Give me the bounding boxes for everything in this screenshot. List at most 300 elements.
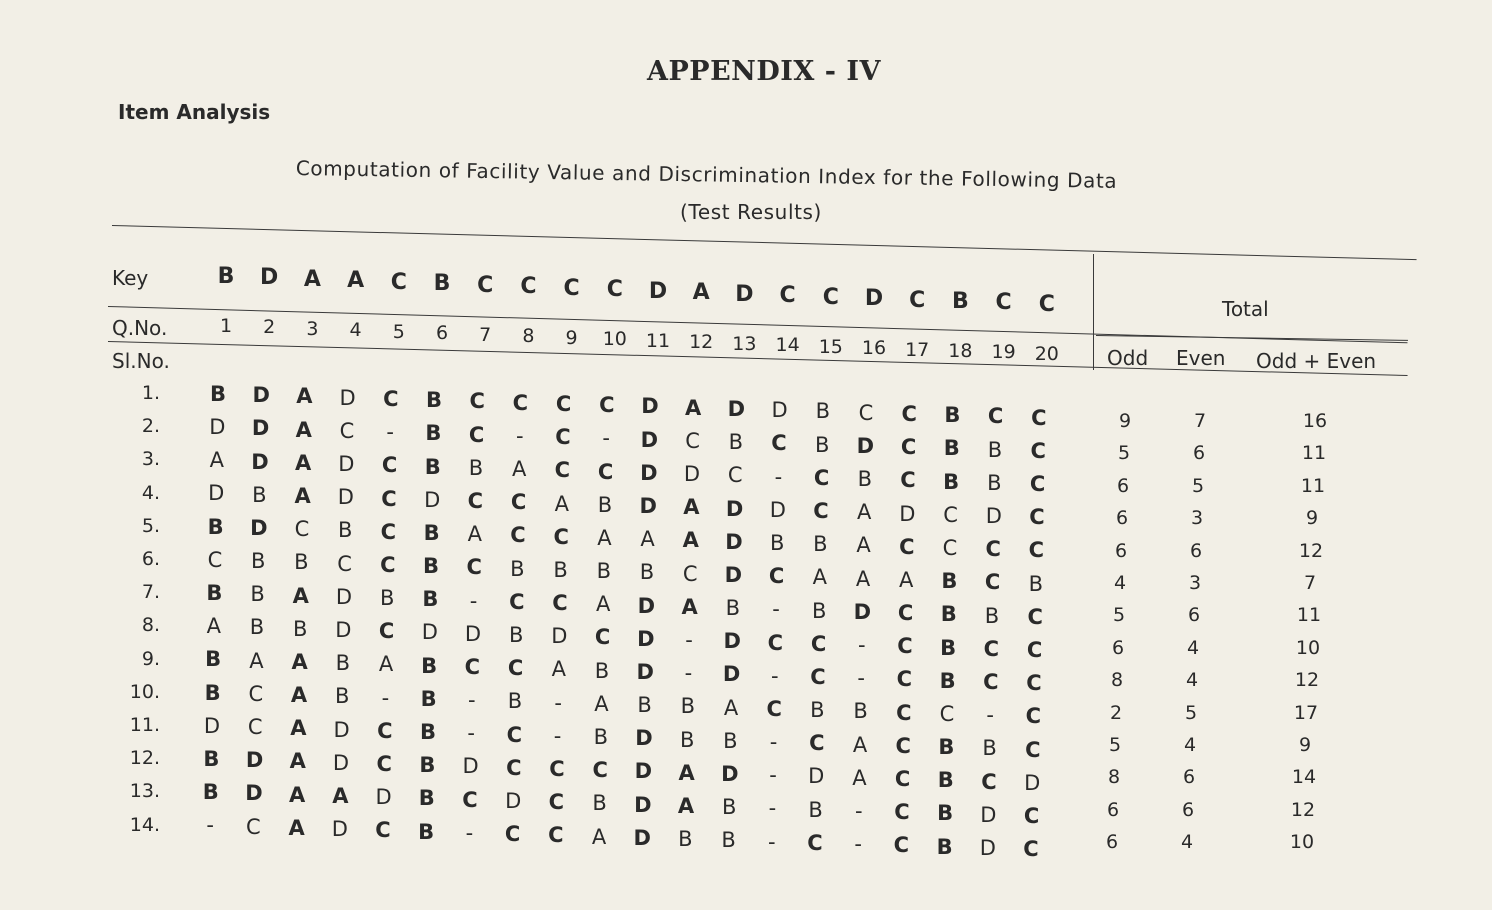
answer-cell: C bbox=[813, 465, 830, 490]
answer-cell: B bbox=[721, 828, 736, 853]
answer-cell: B bbox=[425, 421, 442, 446]
odd-score: 5 bbox=[1117, 442, 1131, 465]
total-score: 12 bbox=[1294, 669, 1320, 692]
answer-cell: C bbox=[548, 790, 565, 815]
answer-cell: B bbox=[292, 616, 308, 641]
even-score: 4 bbox=[1180, 831, 1194, 854]
total-score: 11 bbox=[1301, 442, 1327, 465]
answer-cell: C bbox=[594, 625, 611, 650]
answer-cell: B bbox=[418, 819, 435, 844]
answer-cell: D bbox=[634, 759, 653, 784]
answer-cell: C bbox=[376, 751, 392, 776]
answer-cell: D bbox=[335, 584, 353, 609]
answer-key-cell: C bbox=[995, 290, 1012, 316]
answer-cell: B bbox=[468, 455, 484, 480]
serial-number: 6. bbox=[141, 548, 160, 570]
answer-cell: C bbox=[1023, 837, 1039, 862]
answer-cell: B bbox=[944, 403, 961, 428]
answer-cell: B bbox=[940, 635, 957, 660]
total-score: 14 bbox=[1291, 766, 1317, 789]
answer-cell: B bbox=[418, 786, 435, 811]
answer-cell: B bbox=[811, 598, 827, 623]
answer-cell: D bbox=[203, 713, 221, 738]
even-score: 6 bbox=[1189, 539, 1203, 562]
answer-cell: B bbox=[205, 647, 222, 672]
answer-cell: - bbox=[857, 666, 865, 691]
answer-cell: - bbox=[771, 663, 779, 688]
serial-number: 1. bbox=[141, 382, 160, 404]
answer-cell: D bbox=[640, 427, 659, 452]
answer-cell: A bbox=[295, 450, 312, 475]
answer-cell: C bbox=[901, 401, 917, 426]
answer-cell: B bbox=[203, 746, 220, 771]
answer-cell: C bbox=[510, 490, 527, 515]
answer-key-cell: A bbox=[347, 268, 365, 294]
answer-key-cell: D bbox=[260, 265, 279, 291]
answer-cell: - bbox=[768, 829, 776, 854]
answer-key-cell: C bbox=[520, 274, 537, 300]
answer-cell: - bbox=[858, 633, 866, 657]
total-score: 12 bbox=[1298, 539, 1324, 562]
rule-top bbox=[112, 225, 1417, 260]
answer-cell: C bbox=[682, 561, 698, 586]
serial-number: 13. bbox=[129, 780, 160, 803]
answer-cell: D bbox=[771, 398, 788, 423]
answer-cell: B bbox=[857, 467, 872, 492]
answer-cell: - bbox=[855, 798, 863, 823]
answer-cell: C bbox=[466, 555, 482, 580]
key-label: Key bbox=[112, 266, 149, 290]
answer-cell: D bbox=[335, 617, 352, 642]
answer-cell: C bbox=[207, 547, 223, 572]
answer-cell: D bbox=[853, 599, 872, 624]
answer-cell: C bbox=[549, 756, 565, 781]
question-number: 3 bbox=[306, 317, 319, 340]
answer-cell: C bbox=[462, 787, 478, 812]
answer-cell: - bbox=[516, 423, 524, 448]
answer-cell: C bbox=[987, 404, 1004, 429]
answer-cell: D bbox=[462, 754, 479, 779]
even-score: 4 bbox=[1183, 734, 1197, 756]
answer-cell: C bbox=[592, 758, 608, 783]
answer-key-cell: C bbox=[390, 269, 407, 295]
question-number: 6 bbox=[435, 322, 449, 345]
odd-even-header: Odd + Even bbox=[1256, 349, 1377, 373]
answer-cell: B bbox=[637, 693, 652, 718]
answer-cell: B bbox=[250, 582, 265, 607]
answer-cell: B bbox=[592, 791, 607, 816]
answer-cell: C bbox=[899, 534, 915, 559]
answer-cell: B bbox=[421, 653, 438, 678]
answer-cell: A bbox=[681, 594, 698, 619]
answer-cell: A bbox=[209, 448, 224, 473]
answer-cell: B bbox=[937, 801, 954, 826]
serial-number: 5. bbox=[141, 514, 160, 537]
answer-cell: D bbox=[333, 717, 350, 742]
answer-cell: B bbox=[419, 720, 436, 745]
answer-cell: B bbox=[507, 689, 523, 714]
odd-score: 8 bbox=[1107, 766, 1121, 789]
even-header: Even bbox=[1176, 346, 1226, 370]
question-number: 7 bbox=[479, 323, 492, 346]
answer-cell: D bbox=[636, 659, 654, 684]
odd-score: 2 bbox=[1109, 701, 1123, 724]
even-score: 5 bbox=[1191, 474, 1205, 497]
answer-cell: D bbox=[637, 593, 656, 618]
answer-cell: D bbox=[464, 621, 482, 646]
answer-cell: C bbox=[983, 636, 1000, 661]
answer-cell: A bbox=[290, 683, 308, 708]
answer-key-cell: B bbox=[433, 271, 451, 297]
answer-key-cell: C bbox=[909, 287, 926, 313]
answer-cell: D bbox=[251, 416, 270, 441]
odd-header: Odd bbox=[1107, 346, 1149, 370]
answer-cell: C bbox=[685, 428, 700, 453]
answer-cell: C bbox=[1027, 604, 1043, 629]
answer-cell: B bbox=[334, 684, 350, 709]
answer-cell: D bbox=[727, 396, 746, 421]
answer-cell: B bbox=[379, 586, 395, 611]
answer-cell: C bbox=[469, 389, 485, 414]
serial-number: 3. bbox=[141, 448, 160, 471]
total-score: 10 bbox=[1289, 831, 1315, 854]
appendix-title: APPENDIX - IV bbox=[647, 56, 881, 87]
answer-cell: B bbox=[725, 596, 740, 621]
answer-cell: C bbox=[381, 453, 398, 478]
answer-cell: - bbox=[465, 820, 474, 845]
serial-number: 12. bbox=[129, 747, 160, 770]
answer-cell: - bbox=[381, 685, 390, 710]
answer-cell: B bbox=[335, 651, 350, 676]
answer-cell: A bbox=[677, 793, 695, 818]
answer-key-cell: C bbox=[779, 283, 796, 309]
slno-label: Sl.No. bbox=[112, 349, 170, 373]
serial-number: 9. bbox=[141, 647, 160, 670]
even-score: 4 bbox=[1185, 669, 1199, 692]
answer-cell: B bbox=[728, 430, 743, 455]
question-number: 14 bbox=[775, 334, 800, 357]
question-number: 17 bbox=[905, 338, 930, 361]
answer-cell: C bbox=[1031, 405, 1047, 430]
answer-cell: C bbox=[900, 468, 916, 493]
odd-score: 4 bbox=[1113, 572, 1127, 594]
answer-cell: D bbox=[639, 494, 657, 519]
answer-cell: D bbox=[633, 825, 651, 850]
odd-score: 6 bbox=[1105, 831, 1119, 854]
answer-cell: B bbox=[597, 492, 613, 517]
answer-cell: B bbox=[249, 615, 265, 640]
answer-key-cell: D bbox=[864, 286, 884, 312]
odd-score: 5 bbox=[1112, 604, 1126, 627]
even-score: 4 bbox=[1186, 636, 1200, 659]
total-score: 9 bbox=[1298, 734, 1312, 756]
table-caption: Computation of Facility Value and Discrimination Index for the Following Data bbox=[295, 156, 1118, 193]
odd-score: 9 bbox=[1118, 410, 1132, 432]
answer-cell: B bbox=[984, 603, 1000, 628]
even-score: 6 bbox=[1181, 798, 1195, 821]
answer-cell: B bbox=[943, 436, 960, 461]
answer-cell: B bbox=[808, 797, 823, 822]
answer-cell: - bbox=[684, 661, 693, 686]
answer-cell: C bbox=[552, 591, 568, 616]
answer-cell: C bbox=[1025, 704, 1042, 729]
answer-cell: C bbox=[380, 519, 397, 544]
answer-cell: C bbox=[1023, 803, 1040, 828]
answer-cell: C bbox=[246, 814, 261, 839]
answer-cell: B bbox=[294, 550, 309, 575]
answer-cell: B bbox=[202, 780, 219, 805]
answer-cell: C bbox=[895, 733, 911, 758]
answer-cell: C bbox=[727, 463, 743, 488]
answer-cell: D bbox=[551, 624, 568, 649]
answer-cell: B bbox=[419, 753, 436, 778]
question-number: 10 bbox=[602, 328, 627, 351]
answer-cell: C bbox=[981, 769, 997, 794]
answer-cell: D bbox=[683, 462, 701, 487]
answer-cell: A bbox=[723, 695, 739, 720]
answer-cell: D bbox=[338, 452, 355, 477]
answer-cell: A bbox=[288, 815, 305, 840]
answer-cell: B bbox=[680, 694, 695, 719]
answer-cell: C bbox=[1029, 472, 1046, 497]
question-number: 2 bbox=[263, 316, 276, 339]
answer-cell: - bbox=[386, 420, 394, 445]
odd-score: 6 bbox=[1116, 474, 1130, 497]
answer-key-cell: C bbox=[606, 277, 623, 303]
answer-cell: C bbox=[247, 715, 263, 740]
answer-cell: C bbox=[807, 830, 823, 855]
answer-cell: A bbox=[682, 528, 699, 553]
even-score: 3 bbox=[1190, 507, 1204, 530]
answer-cell: B bbox=[596, 559, 611, 584]
answer-cell: C bbox=[810, 664, 826, 689]
answer-cell: A bbox=[289, 782, 306, 807]
answer-cell: A bbox=[640, 527, 655, 552]
answer-cell: B bbox=[814, 432, 830, 457]
answer-cell: C bbox=[464, 654, 481, 679]
answer-cell: B bbox=[206, 581, 223, 606]
answer-cell: C bbox=[858, 400, 874, 425]
answer-cell: B bbox=[769, 530, 785, 555]
answer-cell: A bbox=[683, 495, 700, 520]
answer-cell: A bbox=[591, 824, 607, 849]
answer-cell: C bbox=[555, 391, 572, 416]
answer-cell: A bbox=[467, 522, 482, 547]
answer-cell: B bbox=[813, 532, 828, 557]
answer-cell: B bbox=[723, 728, 738, 753]
answer-cell: C bbox=[509, 589, 525, 614]
serial-number: 8. bbox=[141, 614, 160, 637]
answer-cell: C bbox=[1030, 438, 1046, 463]
answer-cell: D bbox=[208, 481, 225, 506]
answer-cell: C bbox=[378, 619, 395, 644]
answer-cell: C bbox=[1026, 638, 1043, 663]
answer-cell: A bbox=[378, 652, 394, 677]
question-number: 20 bbox=[1034, 342, 1059, 365]
answer-cell: D bbox=[641, 394, 659, 419]
answer-cell: C bbox=[984, 570, 1001, 595]
answer-cell: D bbox=[332, 750, 350, 775]
answer-cell: A bbox=[294, 483, 311, 508]
answer-cell: D bbox=[209, 415, 226, 440]
answer-cell: A bbox=[857, 500, 872, 525]
answer-cell: B bbox=[943, 469, 960, 494]
answer-cell: C bbox=[337, 551, 352, 576]
answer-cell: D bbox=[251, 449, 269, 474]
answer-cell: C bbox=[553, 524, 569, 549]
total-score: 11 bbox=[1300, 474, 1326, 497]
odd-score: 6 bbox=[1106, 798, 1120, 821]
answer-cell: - bbox=[986, 703, 994, 728]
answer-cell: B bbox=[510, 556, 525, 581]
answer-cell: D bbox=[375, 785, 392, 810]
question-number: 9 bbox=[565, 326, 578, 349]
answer-key-cell: D bbox=[735, 281, 754, 307]
answer-cell: C bbox=[1029, 505, 1045, 530]
answer-key-cell: C bbox=[822, 284, 839, 310]
answer-cell: B bbox=[987, 470, 1002, 495]
answer-cell: D bbox=[331, 817, 348, 842]
answer-cell: D bbox=[421, 620, 438, 645]
question-number: 13 bbox=[732, 332, 757, 355]
answer-cell: C bbox=[375, 818, 391, 843]
answer-cell: D bbox=[637, 626, 655, 651]
answer-cell: D bbox=[245, 748, 264, 773]
answer-cell: B bbox=[553, 557, 568, 582]
answer-cell: C bbox=[900, 435, 917, 460]
question-number: 4 bbox=[349, 319, 362, 342]
answer-cell: C bbox=[943, 502, 958, 527]
question-number: 16 bbox=[861, 337, 887, 360]
answer-cell: C bbox=[1028, 538, 1045, 563]
answer-cell: C bbox=[897, 601, 914, 626]
table-subcaption: (Test Results) bbox=[680, 200, 822, 224]
answer-cell: D bbox=[723, 629, 741, 654]
answer-cell: D bbox=[635, 726, 653, 751]
answer-cell: D bbox=[979, 835, 996, 860]
total-header: Total bbox=[1222, 297, 1269, 321]
answer-cell: D bbox=[250, 515, 268, 540]
answer-cell: C bbox=[512, 390, 529, 415]
answer-cell: B bbox=[853, 699, 868, 724]
answer-cell: A bbox=[852, 765, 867, 790]
answer-cell: A bbox=[685, 395, 702, 420]
answer-cell: - bbox=[206, 813, 214, 838]
answer-cell: B bbox=[1028, 571, 1043, 596]
answer-key-cell: C bbox=[563, 275, 580, 301]
answer-key-cell: C bbox=[477, 272, 494, 298]
answer-key-cell: A bbox=[303, 266, 321, 292]
answer-cell: A bbox=[296, 384, 313, 409]
total-score: 7 bbox=[1303, 572, 1317, 594]
answer-cell: A bbox=[290, 716, 307, 741]
answer-cell: C bbox=[767, 630, 784, 655]
answer-key-cell: A bbox=[692, 280, 710, 306]
answer-cell: C bbox=[381, 486, 397, 511]
answer-cell: - bbox=[772, 597, 780, 622]
odd-score: 6 bbox=[1111, 636, 1125, 659]
answer-key-cell: D bbox=[648, 278, 668, 304]
answer-cell: A bbox=[289, 749, 306, 774]
answer-cell: A bbox=[899, 567, 914, 592]
answer-cell: - bbox=[769, 730, 778, 755]
answer-cell: A bbox=[678, 760, 695, 785]
answer-cell: - bbox=[769, 763, 777, 788]
answer-cell: C bbox=[896, 700, 912, 725]
question-number: 15 bbox=[818, 335, 843, 358]
answer-cell: B bbox=[982, 736, 997, 761]
question-number: 8 bbox=[522, 325, 535, 348]
answer-cell: C bbox=[942, 535, 958, 560]
answer-cell: C bbox=[548, 823, 564, 848]
total-score: 12 bbox=[1290, 798, 1316, 821]
answer-cell: C bbox=[894, 766, 911, 791]
answer-cell: - bbox=[854, 832, 862, 857]
answer-cell: C bbox=[894, 800, 910, 825]
answer-cell: B bbox=[250, 549, 266, 574]
answer-key-cell: B bbox=[952, 288, 969, 314]
total-score: 11 bbox=[1296, 604, 1322, 627]
answer-cell: - bbox=[554, 690, 562, 715]
question-number: 19 bbox=[991, 341, 1016, 364]
odd-score: 6 bbox=[1114, 539, 1128, 562]
answer-cell: D bbox=[245, 781, 263, 806]
answer-cell: A bbox=[594, 691, 609, 716]
answer-cell: C bbox=[813, 499, 829, 524]
answer-cell: C bbox=[377, 718, 393, 743]
answer-cell: D bbox=[424, 487, 441, 512]
answer-cell: D bbox=[252, 383, 270, 408]
answer-cell: C bbox=[810, 631, 827, 656]
answer-cell: - bbox=[774, 464, 783, 489]
answer-cell: B bbox=[940, 602, 957, 627]
answer-cell: C bbox=[554, 458, 571, 483]
answer-cell: C bbox=[510, 523, 526, 548]
answer-cell: D bbox=[505, 788, 522, 813]
answer-cell: C bbox=[896, 667, 913, 692]
question-number: 1 bbox=[219, 315, 233, 337]
answer-cell: A bbox=[852, 732, 868, 757]
answer-cell: B bbox=[593, 725, 608, 750]
answer-cell: D bbox=[808, 764, 825, 789]
odd-score: 8 bbox=[1110, 669, 1124, 692]
answer-cell: - bbox=[602, 426, 610, 451]
answer-cell: A bbox=[856, 533, 871, 558]
answer-cell: - bbox=[685, 628, 693, 652]
even-score: 6 bbox=[1187, 604, 1201, 627]
answer-cell: D bbox=[721, 761, 739, 786]
odd-score: 6 bbox=[1115, 507, 1129, 530]
even-score: 7 bbox=[1193, 410, 1207, 432]
serial-number: 10. bbox=[129, 680, 160, 703]
answer-cell: C bbox=[1026, 671, 1042, 696]
answer-cell: C bbox=[897, 634, 913, 659]
even-score: 6 bbox=[1192, 442, 1206, 465]
answer-cell: B bbox=[424, 454, 441, 479]
answer-cell: C bbox=[383, 386, 399, 411]
odd-score: 5 bbox=[1108, 734, 1122, 756]
answer-cell: B bbox=[422, 554, 439, 579]
answer-cell: B bbox=[209, 381, 226, 406]
answer-cell: A bbox=[332, 783, 349, 808]
answer-cell: B bbox=[987, 437, 1003, 462]
answer-cell: - bbox=[553, 723, 562, 748]
answer-cell: B bbox=[252, 482, 267, 507]
answer-cell: C bbox=[339, 418, 355, 443]
answer-cell: B bbox=[678, 827, 693, 852]
serial-number: 2. bbox=[141, 415, 160, 438]
serial-number: 11. bbox=[129, 714, 160, 736]
